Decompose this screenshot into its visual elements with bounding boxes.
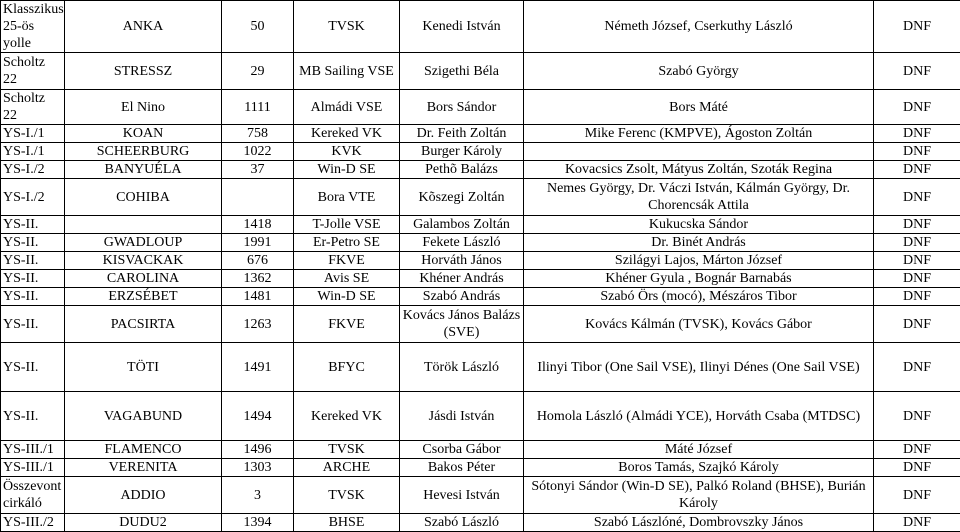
crew-cell: Szilágyi Lajos, Márton József [524, 252, 874, 270]
boat-name-cell: TÖTI [65, 343, 222, 392]
club-cell: Win-D SE [294, 161, 400, 179]
table-row [1, 252, 960, 270]
result-cell: DNF [874, 306, 960, 343]
crew-cell: Homola László (Almádi YCE), Horváth Csaba (MTDSC) [524, 392, 874, 441]
sail-number-cell [222, 179, 294, 216]
result-cell: DNF [874, 514, 960, 532]
helmsman-cell: Csorba Gábor [400, 441, 524, 459]
helmsman-cell: Burger Károly [400, 143, 524, 161]
result-cell: DNF [874, 441, 960, 459]
club-cell: MB Sailing VSE [294, 53, 400, 90]
table-row [1, 392, 960, 441]
table-row [1, 1, 960, 53]
table-row [1, 90, 960, 125]
club-cell: TVSK [294, 477, 400, 514]
sail-number-cell: 50 [222, 1, 294, 53]
helmsman-cell: Kenedi István [400, 1, 524, 53]
club-cell: TVSK [294, 1, 400, 53]
crew-cell: Boros Tamás, Szajkó Károly [524, 459, 874, 477]
crew-cell: Máté József [524, 441, 874, 459]
boat-name-cell: VAGABUND [65, 392, 222, 441]
result-cell: DNF [874, 216, 960, 234]
table-row [1, 179, 960, 216]
crew-cell: Mike Ferenc (KMPVE), Ágoston Zoltán [524, 125, 874, 143]
crew-cell: Bors Máté [524, 90, 874, 125]
boat-name-cell [65, 216, 222, 234]
club-cell: BFYC [294, 343, 400, 392]
sail-number-cell: 1991 [222, 234, 294, 252]
sail-number-cell: 1481 [222, 288, 294, 306]
table-row [1, 343, 960, 392]
sail-number-cell: 1496 [222, 441, 294, 459]
result-cell: DNF [874, 161, 960, 179]
club-cell: Win-D SE [294, 288, 400, 306]
boat-name-cell: FLAMENCO [65, 441, 222, 459]
helmsman-cell: Fekete László [400, 234, 524, 252]
class-cell: YS-I./2 [1, 179, 65, 216]
class-cell: YS-II. [1, 343, 65, 392]
class-cell: YS-II. [1, 288, 65, 306]
club-cell: Almádi VSE [294, 90, 400, 125]
class-cell: Scholtz 22 [1, 90, 65, 125]
club-cell: TVSK [294, 441, 400, 459]
sail-number-cell: 1362 [222, 270, 294, 288]
boat-name-cell: VERENITA [65, 459, 222, 477]
helmsman-cell: Bakos Péter [400, 459, 524, 477]
class-cell: Klasszikus 25-ös yolle [1, 1, 65, 53]
club-cell: Bora VTE [294, 179, 400, 216]
class-cell: YS-III./1 [1, 441, 65, 459]
boat-name-cell: PACSIRTA [65, 306, 222, 343]
class-cell: YS-II. [1, 216, 65, 234]
boat-name-cell: STRESSZ [65, 53, 222, 90]
sail-number-cell: 1418 [222, 216, 294, 234]
class-cell: YS-III./1 [1, 459, 65, 477]
class-cell: YS-II. [1, 392, 65, 441]
table-row [1, 270, 960, 288]
sail-number-cell: 758 [222, 125, 294, 143]
helmsman-cell: Horváth János [400, 252, 524, 270]
crew-cell: Ilinyi Tibor (One Sail VSE), Ilinyi Dénes (One Sail VSE) [524, 343, 874, 392]
table-row [1, 143, 960, 161]
table-row [1, 514, 960, 532]
helmsman-cell: Pethõ Balázs [400, 161, 524, 179]
class-cell: YS-II. [1, 306, 65, 343]
helmsman-cell: Hevesi István [400, 477, 524, 514]
result-cell: DNF [874, 392, 960, 441]
sail-number-cell: 1111 [222, 90, 294, 125]
helmsman-cell: Dr. Feith Zoltán [400, 125, 524, 143]
helmsman-cell: Kovács János Balázs (SVE) [400, 306, 524, 343]
crew-cell [524, 143, 874, 161]
sail-number-cell: 1491 [222, 343, 294, 392]
club-cell: KVK [294, 143, 400, 161]
table-row [1, 216, 960, 234]
crew-cell: Kovács Kálmán (TVSK), Kovács Gábor [524, 306, 874, 343]
result-cell: DNF [874, 288, 960, 306]
boat-name-cell: GWADLOUP [65, 234, 222, 252]
boat-name-cell: COHIBA [65, 179, 222, 216]
club-cell: Avis SE [294, 270, 400, 288]
crew-cell: Kukucska Sándor [524, 216, 874, 234]
sail-number-cell: 37 [222, 161, 294, 179]
sail-number-cell: 1263 [222, 306, 294, 343]
sail-number-cell: 1494 [222, 392, 294, 441]
sail-number-cell: 29 [222, 53, 294, 90]
helmsman-cell: Khéner András [400, 270, 524, 288]
sail-number-cell: 1303 [222, 459, 294, 477]
helmsman-cell: Szabó László [400, 514, 524, 532]
sail-number-cell: 1394 [222, 514, 294, 532]
sail-number-cell: 676 [222, 252, 294, 270]
table-row [1, 53, 960, 90]
result-cell: DNF [874, 477, 960, 514]
club-cell: FKVE [294, 306, 400, 343]
table-row [1, 459, 960, 477]
boat-name-cell: ADDIO [65, 477, 222, 514]
club-cell: T-Jolle VSE [294, 216, 400, 234]
boat-name-cell: El Nino [65, 90, 222, 125]
club-cell: BHSE [294, 514, 400, 532]
boat-name-cell: BANYUÉLA [65, 161, 222, 179]
crew-cell: Németh József, Cserkuthy László [524, 1, 874, 53]
class-cell: YS-II. [1, 234, 65, 252]
result-cell: DNF [874, 143, 960, 161]
club-cell: Kereked VK [294, 125, 400, 143]
result-cell: DNF [874, 270, 960, 288]
crew-cell: Szabó György [524, 53, 874, 90]
result-cell: DNF [874, 343, 960, 392]
result-cell: DNF [874, 90, 960, 125]
result-cell: DNF [874, 459, 960, 477]
table-row [1, 288, 960, 306]
class-cell: Scholtz 22 [1, 53, 65, 90]
boat-name-cell: ERZSÉBET [65, 288, 222, 306]
boat-name-cell: SCHEERBURG [65, 143, 222, 161]
class-cell: YS-I./1 [1, 125, 65, 143]
club-cell: Er-Petro SE [294, 234, 400, 252]
result-cell: DNF [874, 1, 960, 53]
result-cell: DNF [874, 252, 960, 270]
table-row [1, 441, 960, 459]
class-cell: YS-II. [1, 270, 65, 288]
table-row [1, 161, 960, 179]
table-row [1, 234, 960, 252]
crew-cell: Szabó Lászlóné, Dombrovszky János [524, 514, 874, 532]
crew-cell: Sótonyi Sándor (Win-D SE), Palkó Roland (BHSE), Burián Károly [524, 477, 874, 514]
class-cell: YS-III./2 [1, 514, 65, 532]
helmsman-cell: Bors Sándor [400, 90, 524, 125]
result-cell: DNF [874, 179, 960, 216]
boat-name-cell: CAROLINA [65, 270, 222, 288]
helmsman-cell: Török László [400, 343, 524, 392]
sail-number-cell: 3 [222, 477, 294, 514]
helmsman-cell: Jásdi István [400, 392, 524, 441]
boat-name-cell: KOAN [65, 125, 222, 143]
crew-cell: Khéner Gyula , Bognár Barnabás [524, 270, 874, 288]
helmsman-cell: Szigethi Béla [400, 53, 524, 90]
boat-name-cell: KISVACKAK [65, 252, 222, 270]
crew-cell: Dr. Binét András [524, 234, 874, 252]
class-cell: Összevont cirkáló [1, 477, 65, 514]
club-cell: FKVE [294, 252, 400, 270]
crew-cell: Kovacsics Zsolt, Mátyus Zoltán, Szoták Regina [524, 161, 874, 179]
result-cell: DNF [874, 125, 960, 143]
crew-cell: Nemes György, Dr. Váczi István, Kálmán György, Dr. Chorencsák Attila [524, 179, 874, 216]
helmsman-cell: Szabó András [400, 288, 524, 306]
class-cell: YS-I./2 [1, 161, 65, 179]
club-cell: Kereked VK [294, 392, 400, 441]
helmsman-cell: Galambos Zoltán [400, 216, 524, 234]
table-row [1, 477, 960, 514]
crew-cell: Szabó Örs (mocó), Mészáros Tibor [524, 288, 874, 306]
sail-number-cell: 1022 [222, 143, 294, 161]
boat-name-cell: DUDU2 [65, 514, 222, 532]
table-row [1, 125, 960, 143]
helmsman-cell: Kõszegi Zoltán [400, 179, 524, 216]
result-cell: DNF [874, 234, 960, 252]
table-row [1, 306, 960, 343]
result-cell: DNF [874, 53, 960, 90]
results-table-body [1, 1, 960, 532]
boat-name-cell: ANKA [65, 1, 222, 53]
class-cell: YS-I./1 [1, 143, 65, 161]
class-cell: YS-II. [1, 252, 65, 270]
club-cell: ARCHE [294, 459, 400, 477]
